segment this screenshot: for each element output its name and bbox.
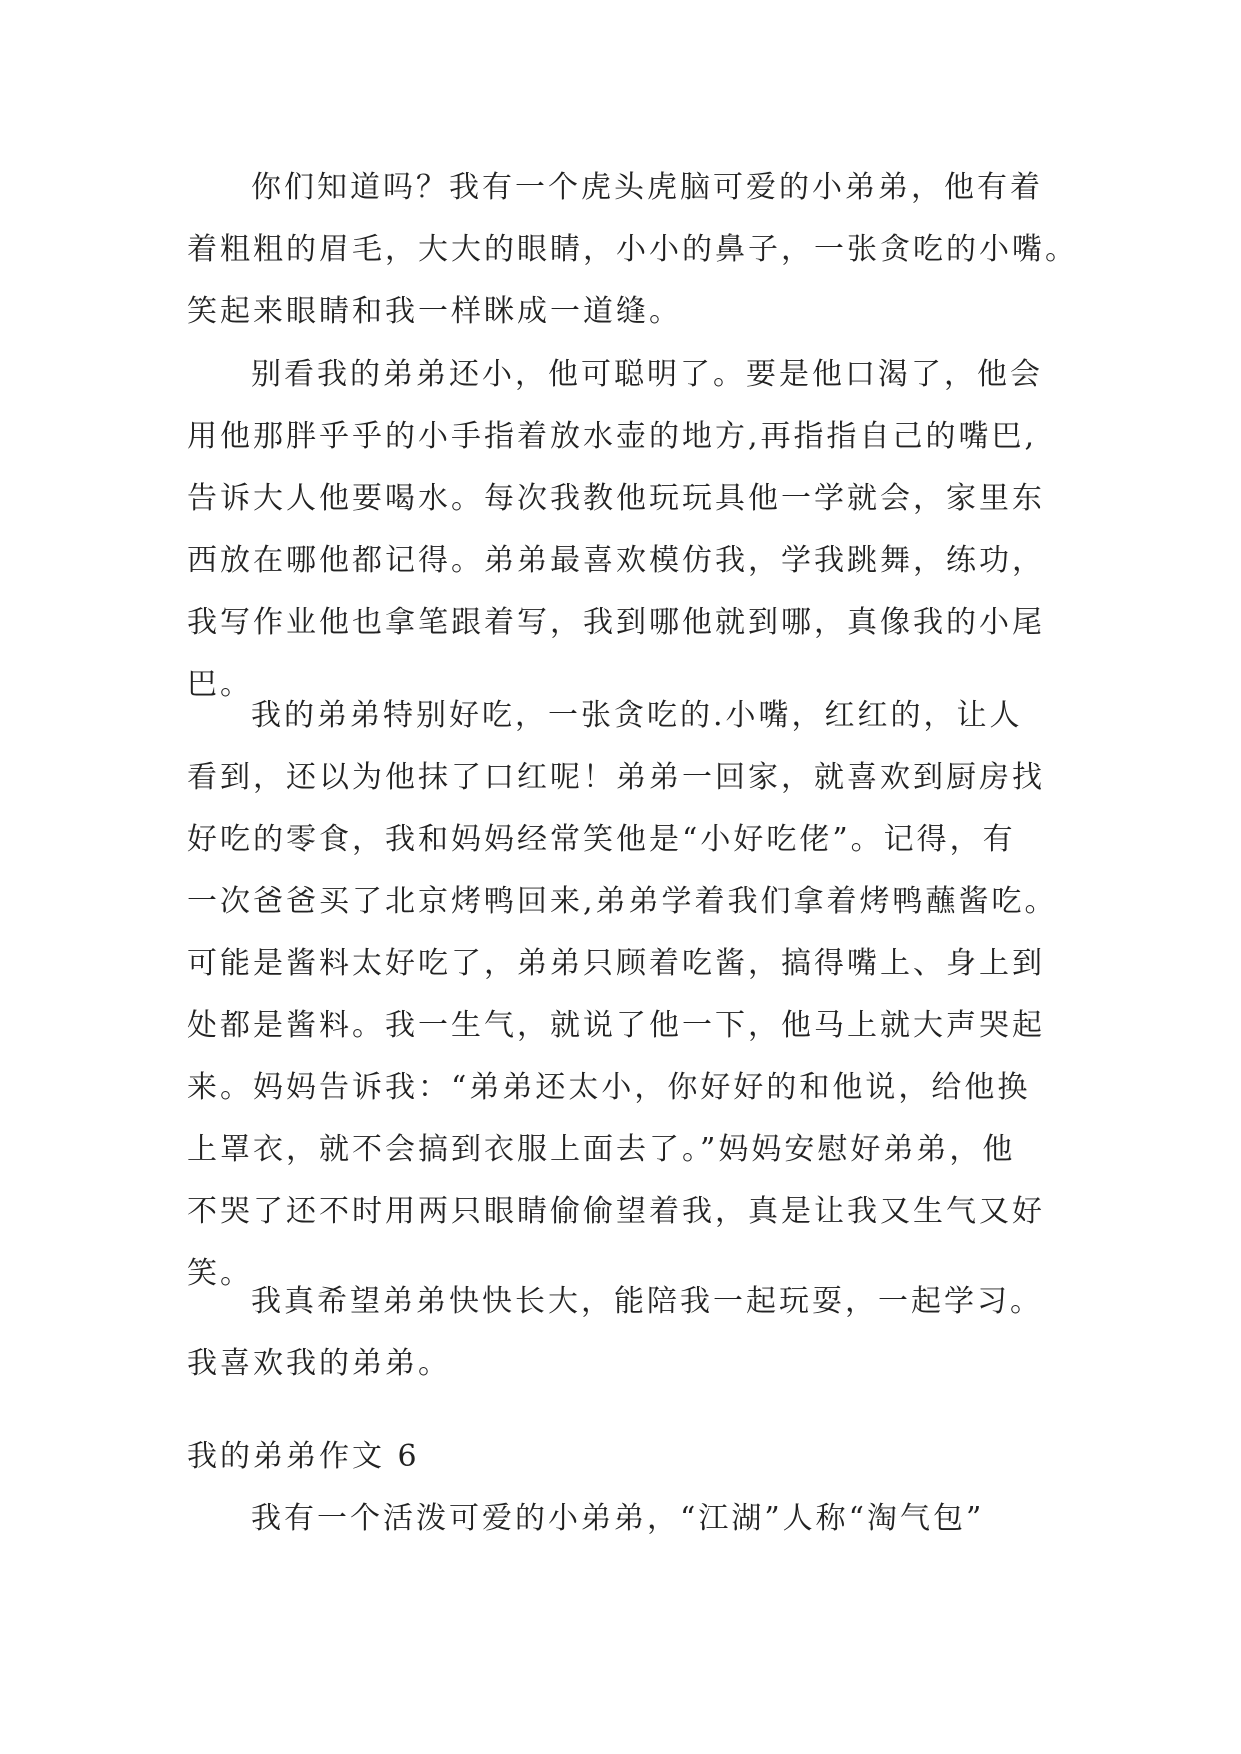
- paragraph-line: 用他那胖乎乎的小手指着放水壶的地方,再指指自己的嘴巴,: [187, 419, 1038, 454]
- paragraph-line: 可能是酱料太好吃了，弟弟只顾着吃酱，搞得嘴上、身上到: [187, 946, 1045, 981]
- paragraph-next-essay: [187, 1488, 1067, 1550]
- paragraph-intro: [187, 157, 1078, 343]
- paragraph-line: 上罩衣，就不会搞到衣服上面去了。”妈妈安慰好弟弟，他: [187, 1132, 1016, 1167]
- paragraph-line: 别看我的弟弟还小，他可聪明了。要是他口渴了，他会: [251, 357, 1043, 392]
- paragraph-line: 巴。: [187, 667, 253, 702]
- paragraph-line: 我写作业他也拿笔跟着写，我到哪他就到哪，真像我的小尾: [187, 605, 1045, 640]
- paragraph-line: 我真希望弟弟快快长大，能陪我一起玩耍，一起学习。: [251, 1284, 1043, 1319]
- paragraph-line: 不哭了还不时用两只眼睛偷偷望着我，真是让我又生气又好: [187, 1194, 1045, 1229]
- paragraph-wish: [187, 1271, 1067, 1395]
- essay-title: 我的弟弟作文 6: [187, 1439, 420, 1474]
- paragraph-line: 一次爸爸买了北京烤鸭回来,弟弟学着我们拿着烤鸭蘸酱吃。: [187, 884, 1058, 919]
- paragraph-line: 笑。: [187, 1256, 253, 1291]
- paragraph-line: 着粗粗的眉毛，大大的眼睛，小小的鼻子，一张贪吃的小嘴。: [187, 232, 1078, 267]
- paragraph-line: 我喜欢我的弟弟。: [187, 1346, 451, 1381]
- paragraph-line: 笑起来眼睛和我一样眯成一道缝。: [187, 294, 682, 329]
- paragraph-line: 看到，还以为他抹了口红呢！弟弟一回家，就喜欢到厨房找: [187, 760, 1045, 795]
- paragraph-line: 西放在哪他都记得。弟弟最喜欢模仿我，学我跳舞，练功，: [187, 543, 1045, 578]
- essay-heading: [187, 1426, 1067, 1488]
- paragraph-greedy: [187, 685, 1067, 1305]
- paragraph-line: 我的弟弟特别好吃，一张贪吃的.小嘴，红红的，让人: [251, 698, 1023, 733]
- paragraph-line: 告诉大人他要喝水。每次我教他玩玩具他一学就会，家里东: [187, 481, 1045, 516]
- paragraph-line: 处都是酱料。我一生气，就说了他一下，他马上就大声哭起: [187, 1008, 1045, 1043]
- paragraph-smart: [187, 344, 1067, 716]
- paragraph-line: 好吃的零食，我和妈妈经常笑他是“小好吃佬”。记得，有: [187, 822, 1016, 857]
- paragraph-line: 来。妈妈告诉我：“弟弟还太小，你好好的和他说，给他换: [187, 1070, 1031, 1105]
- paragraph-line: 我有一个活泼可爱的小弟弟，“江湖”人称“淘气包”: [251, 1501, 985, 1536]
- paragraph-line: 你们知道吗？我有一个虎头虎脑可爱的小弟弟，他有着: [251, 170, 1043, 205]
